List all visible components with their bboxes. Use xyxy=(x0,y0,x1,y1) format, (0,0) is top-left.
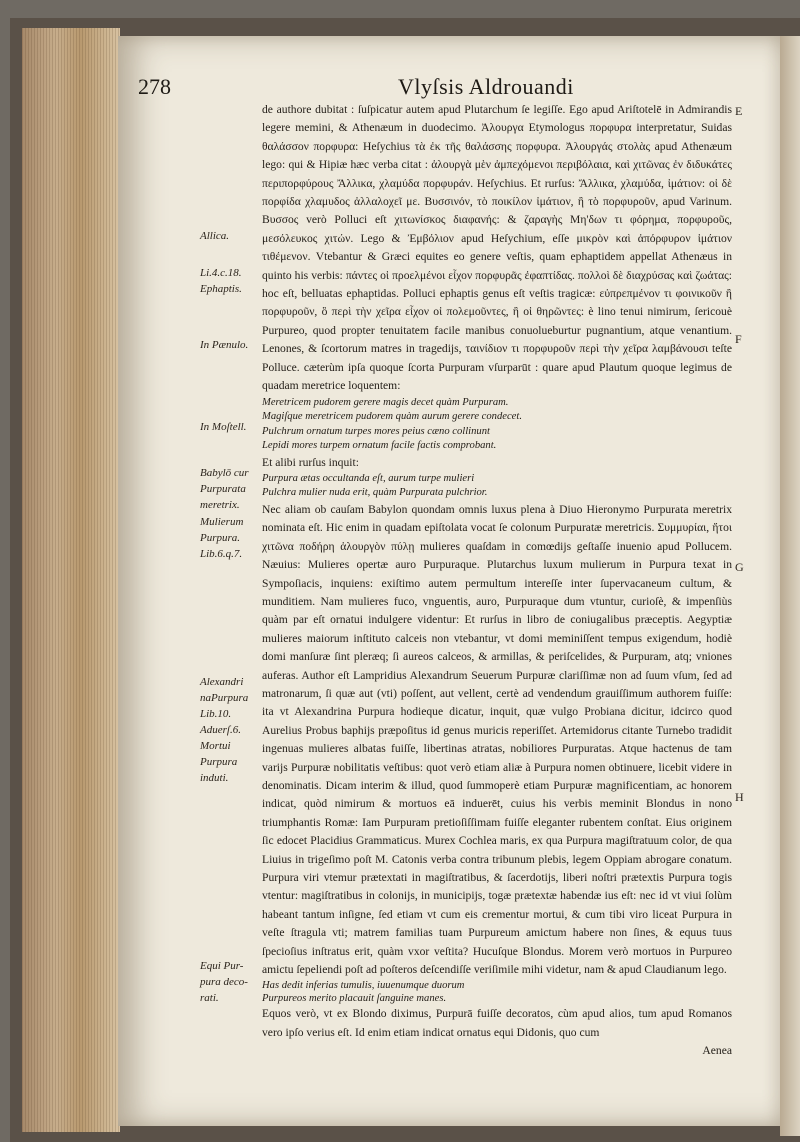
page-edges xyxy=(22,28,120,1132)
margin-note: rati. xyxy=(200,992,219,1004)
margin-note: Purpurata xyxy=(200,483,246,495)
section-letter: F xyxy=(735,332,742,346)
margin-note: Li.4.c.18. xyxy=(200,267,242,279)
paragraph: de authore dubitat : ſuſpicatur autem apud Plutarchum ſe legiſſe. Ego apud Ariſtotelē in Admirandis legere memini, & Athenæum in duodecimo. Ἀλουργα Etymologus πορφυρα interpretatur, Suidas θαλάσσον πορφυρα: Heſychius τὰ ἐκ τῆς θαλάσσης πορφυρα. Ἀλουργάς στολὰς apud Athenæum lego: qui & Hipiæ hæc verba citat : ἀλουργὰ μὲν ἀμπεχόμενοι περιβόλαια, καὶ χιτῶνας ἐν διδυκάτες περιπορφύρους Ἄλλικα, χλαμύδα πορφυράν. Heſychius. Et rurſus: Ἄλλικα, χλαμύδα, ἱμάτιον: οἱ δὲ πορφίδα χλαμυδος ἀλλαλοχεῖ με. Βυσσινόν, τὸ ποικίλον ἱμάτιον, ἢ τὸ πορφυροῦν, apud Varinum. Βυσσος verò Polluci eſt χιτωνίσκος διαφανής: & ζαραγὴς Μη'δων τι φόρημα, πορφυροῦς, μεσόλευκος χιτών. Lego & Ἐμβόλιον apud Heſychium, eſſe μικρὸν καὶ ἀπόρφυρον ἱμάτιον τιθέμενον. Vtebantur & Græci equites eo genere veſtis, quam ephaptidem appellat Athenæus in quinto his verbis: πάντες οἱ προελμένοι εἶχον πορφυρᾶς ἐφαπτίδας. πολλοὶ δὲ διαχρύσας καὶ ζωάτας: hoc eſt, belluatas ephaptidas. Polluci ephaptis genus eſt veſtis tragicæ: εὐπρεπμένον τι φοινικοῦν ἢ πορφυροῦν, ὃ περὶ τὴν χεῖρα εἶχον οἱ πολεμοῦντες, ἢ οἱ θηρῶντες: è lino tenui nimirum, ſericouè Purpureo, quod propter tenuitatem facile manibus conuolueburtur pugnantium, atque venantium. Lenones, & ſcortorum matres in tragedijs, ταινίδιον τι πορφυροῦν περὶ τὴν χεῖρα λαμβάνουσι teſte Polluce. cæterùm ipſa quoque ſcorta Purpuram vſurparūt : quare apud Plautum quoque legimus de quadam meretrice loquentem: xyxy=(262,103,732,393)
section-letter: E xyxy=(735,104,743,118)
verse-line: Lepidi mores turpem ornatum facile factis comprobant. xyxy=(262,440,497,451)
margin-note: Mulierum xyxy=(200,516,244,528)
verse-line: Pulchra mulier nuda erit, quàm Purpurata pulchrior. xyxy=(262,487,488,499)
margin-note: Purpura xyxy=(200,756,238,768)
section-letter: H xyxy=(735,790,744,804)
running-title: Vlyſsis Aldrouandi xyxy=(398,74,574,99)
margin-note: Ephaptis. xyxy=(200,283,242,295)
margin-note: Equi Pur- xyxy=(200,960,244,972)
margin-note: induti. xyxy=(200,772,229,784)
catchword: Aenea xyxy=(702,1044,732,1058)
paragraph: Et alibi rurſus inquit: xyxy=(262,455,359,469)
margin-note: Lib.6.q.7. xyxy=(200,548,243,560)
verse-line: Pulchrum ornatum turpes mores peius cæno collinunt xyxy=(262,425,490,437)
margin-note: Purpura. xyxy=(200,532,241,544)
facing-page-edge xyxy=(780,36,800,1136)
margin-note: meretrix. xyxy=(200,499,240,511)
margin-note: Allica. xyxy=(200,230,230,242)
main-text xyxy=(262,101,732,1061)
margin-note: In Pænulo. xyxy=(200,339,249,351)
verse-line: Has dedit inferias tumulis, iuuenumque duorum xyxy=(262,980,465,992)
paragraph: Equos verò, vt ex Blondo diximus, Purpurā fuiſſe decoratos, cùm apud alios, tum apud Romanos vero ipſo verius eſt. Id enim etiam indicat ornatus equi Didonis, quo cum xyxy=(262,1007,732,1039)
margin-note: In Moſtell. xyxy=(200,421,247,433)
paragraph: Nec aliam ob cauſam Babylon quondam omnis luxus plena à Diuo Hieronymo Purpurata meretrix nominata eſt. Hic enim in quadam epiſtolata vocat ſe colonum Purpuratæ meretricis. Συμμυρίαι, ἤτοι χιτῶνα ποδήρη ἁλουργὸν πύλῃ mulieres quaſdam in comœdijs geſtaſſe inuenio apud Pollucem. Næuius: Mulieres opertæ auro Purpuraque. Plutarchus luxum mulierum in Purpura texat in Sympoſiacis, inquiens: exiſtimo autem permultum intereſſe inter ſupervacaneum cultum, & munditiem. Nam mulieres fuco, vnguentis, auro, Purpuraque dum vtuntur, curioſè, & impenſiùs quàm par eſt ornatui indulgere videntur: Et rurſus in libro de coniugalibus præceptis. Aegyptiæ mulieres maiorum inſtituto calceis non vtebantur, vt domi meminiſſent tempus exigendum, hodiè domi manſuræ ſint pleræq; ſi aureos calceos, & armillas, & periſcelides, & Purpuram, atq; vniones auferas. Author eſt Lampridius Alexandrum Seuerum Purpuræ clariſſimæ non ad ſuum vſum, ſed ad matronarum, ſi quæ aut (vti) poſſent, aut vellent, certè ad vendendum grauiſſimum authorem fuiſſe: ita vt Alexandrina Purpura hodieque dicatur, inquit, quæ vulgo Probiana dicitur, idcirco quod Aurelius Probus baphijs præpoſitus id genus muricis reperiſſet. Artemidorus citante Turnebo tradidit ingenuas mulieres albatas fuiſſe, libertinas atratas, nobiliores Purpuratas. Atque hactenus de tam varijs Purpuræ nobilitatis veſtibus: quot verò etiam aliæ à Purpura nomen obtinuere, licebit videre in denominatis. Dicam interim & illud, quod ſummoperè etiam Purpuræ magnificentiam, ac honorem indicat, quòd nimirum & mortuos eā induerēt, cuius his verbis meminit Blondus in nono triumphantis Romæ: Iam Purpuram pretioſiſſimam fuiſſe eleganter rubentem conſtat. Eius originem ſic edocet Placidius Grammaticus. Murex Cochlea maris, ex qua Purpura magiſtratuum color, de qua Liuius in trigeſimo poſt M. Catonis verba contra tribunum plebis, legem Oppiam abrogare conatum. Purpura viri vtemur prætextati in magiſtratibus, & ſacerdotijs, liberi noſtri prætextis Purpura togis vtentur: magiſtratibus in colonijs, in municipijs, togæ prætextæ habendæ ius eſt: nec id vt viui ſolùm habeant tantum inſigne, ſed etiam vt cum eis crementur mortui, & cum tibi viro liceat Purpura in veſte ſtragula vti; matrem familias tuam Purpureum amictum habere non ſines, & equus tuus ſpecioſius inſtratus erit, quàm vxor veſtita? Hucuſque Blondus. Morem verò mortuos in Purpureo amictu ſepeliendi poſt ad poſteros deſcendiſſe veriſimile mihi videtur, nam & apud Claudianum lego. xyxy=(262,502,732,977)
verse-line: Meretricem pudorem gerere magis decet quàm Purpuram. xyxy=(262,396,509,408)
margin-note: Aduerſ.6. xyxy=(200,724,241,736)
verse-line: Purpureos merito placauit ſanguine manes. xyxy=(262,993,447,1005)
page-number: 278 xyxy=(138,74,171,99)
section-letter: G xyxy=(735,560,744,574)
verse-line: Purpura ætas occultanda eſt, aurum turpe mulieri xyxy=(262,472,475,484)
page-header xyxy=(138,74,738,102)
margin-note: Mortui xyxy=(200,740,231,752)
margin-note: naPurpura xyxy=(200,692,249,704)
margin-note: Lib.10. xyxy=(200,708,232,720)
margin-note: Alexandri xyxy=(200,676,244,688)
margin-note: Babylō cur xyxy=(200,467,249,479)
margin-note: pura deco- xyxy=(200,976,248,988)
verse-line: Magiſque meretricem pudorem quàm aurum gerere condecet. xyxy=(262,411,522,422)
